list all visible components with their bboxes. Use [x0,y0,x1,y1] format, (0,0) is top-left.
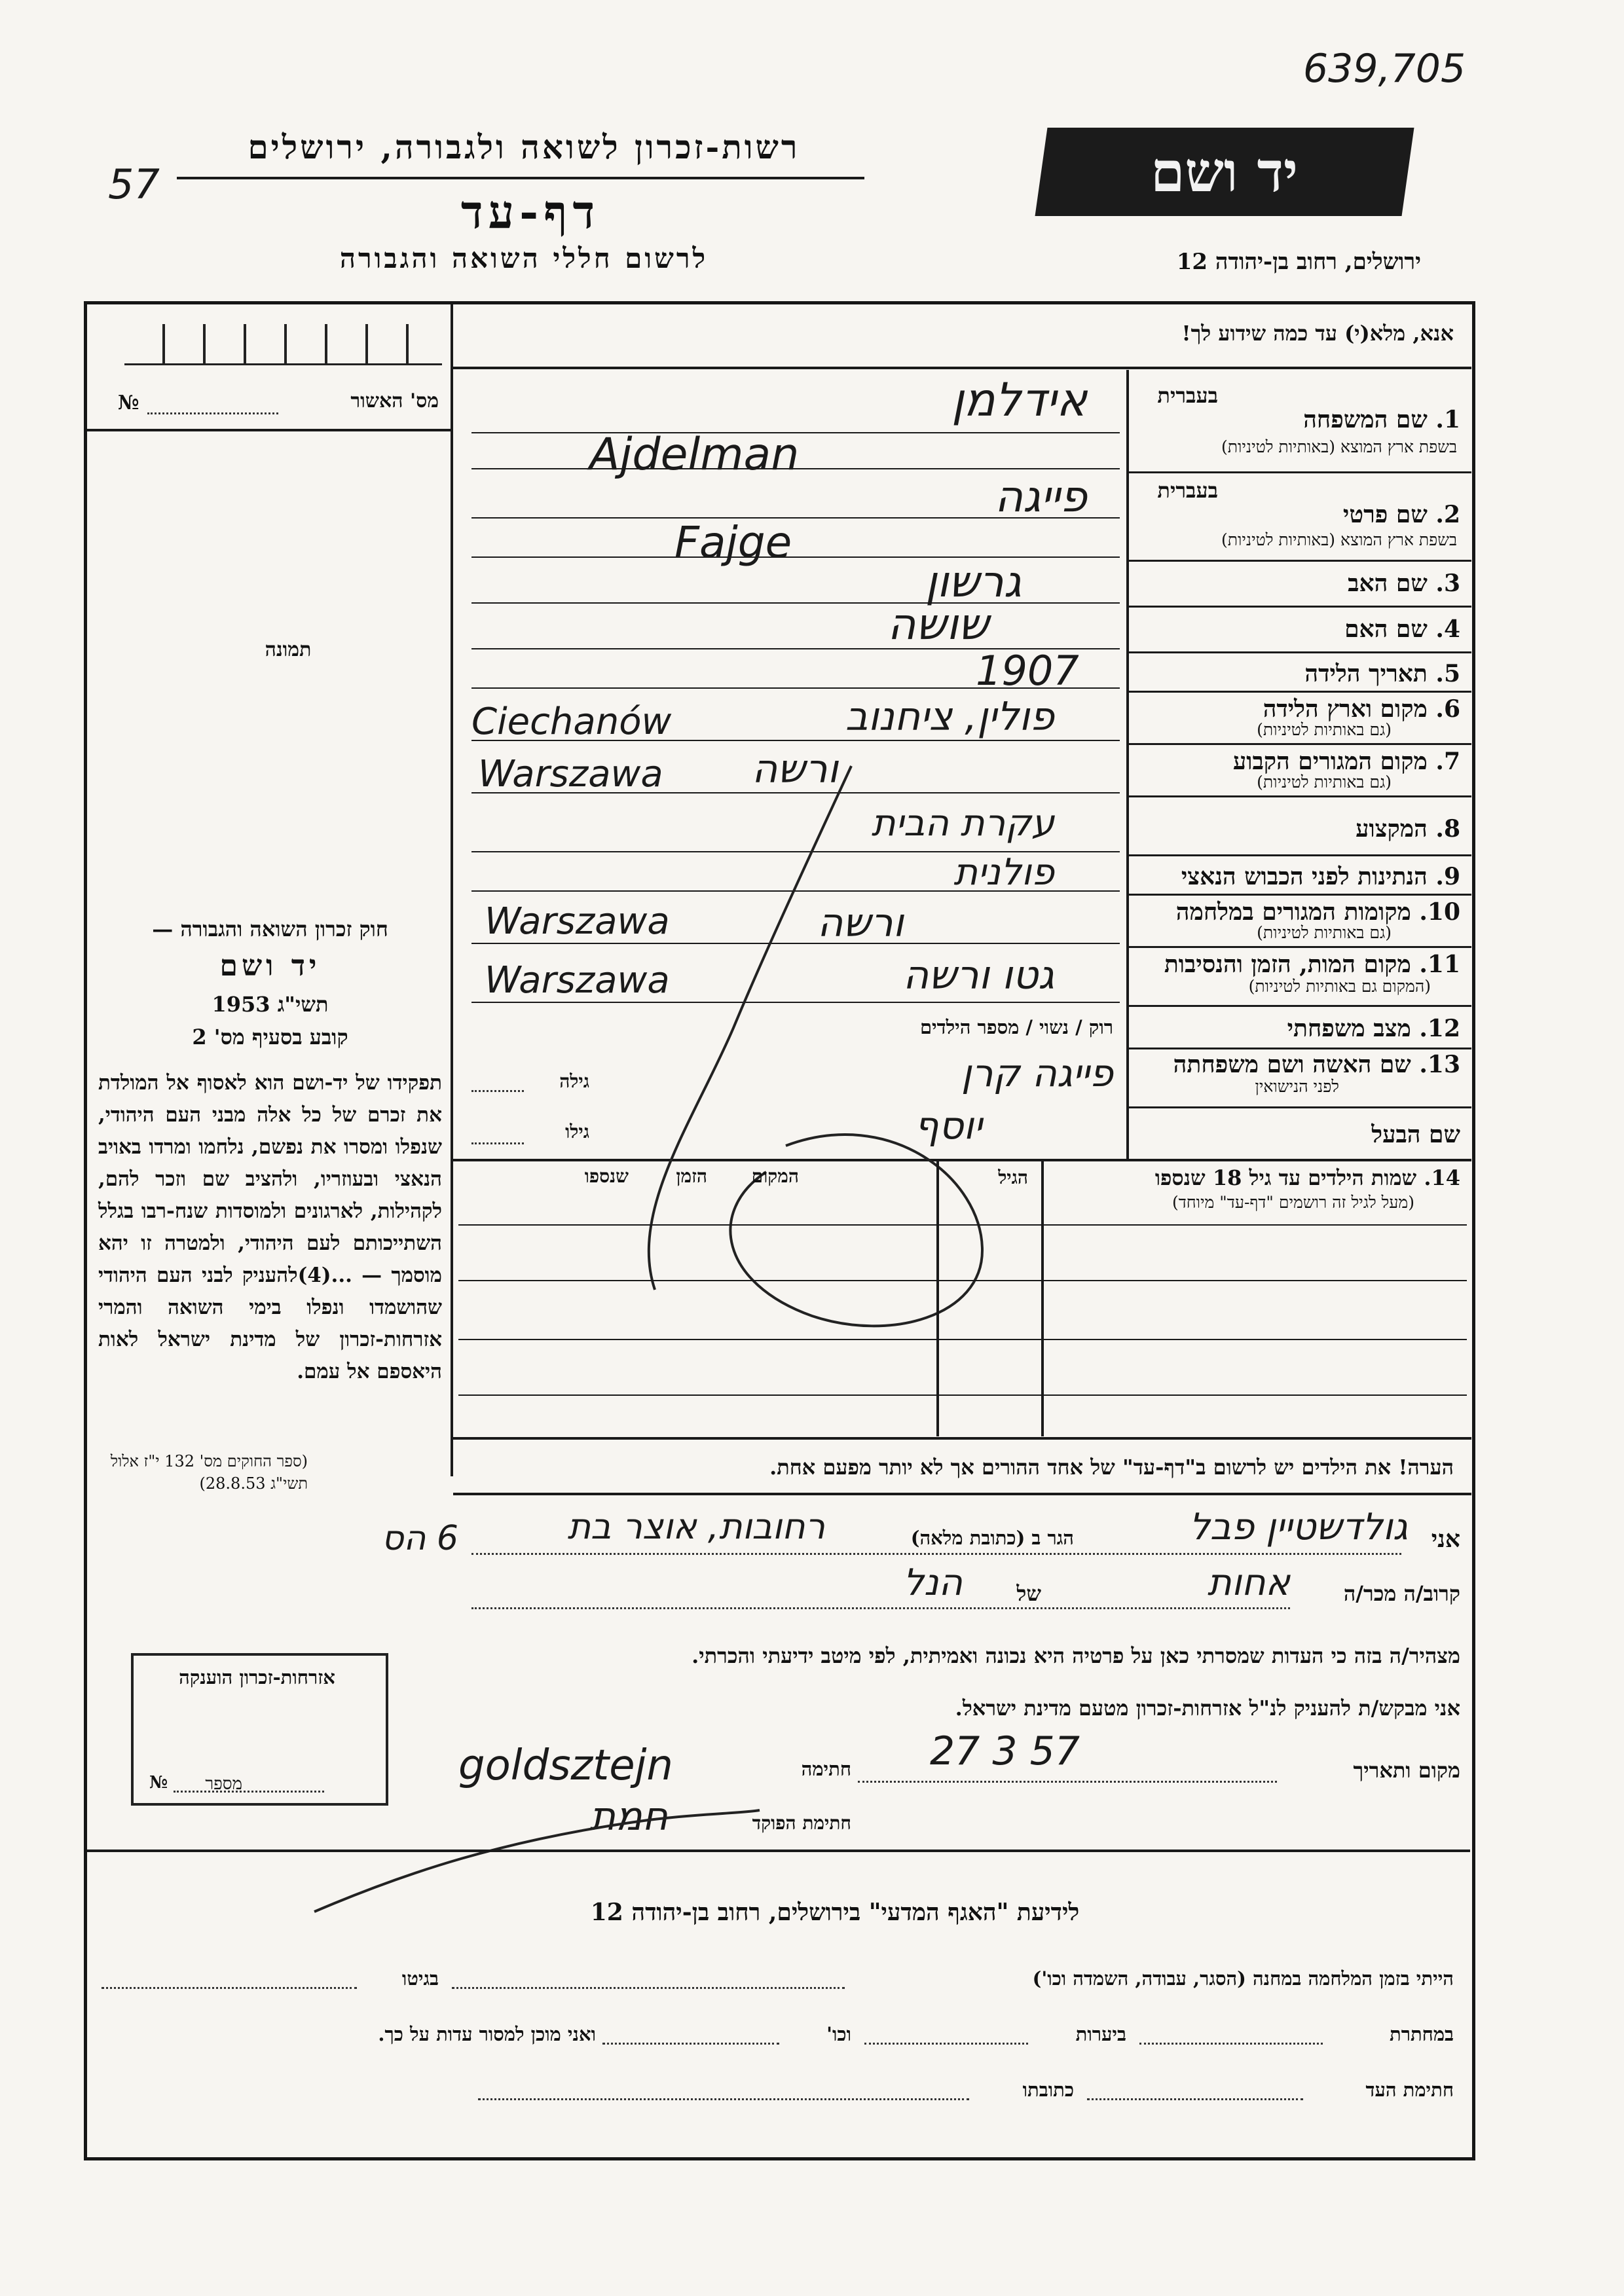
field-5-label [1133,660,1460,687]
field-1-sub: בשפת ארץ המוצא (באותיות לטיניות) [1221,437,1457,456]
witness-name: גולדשטיין פבל [1189,1506,1408,1548]
relation-value: אחות [1207,1561,1290,1604]
law-year: תשי"ג 1953 [212,992,329,1017]
field-11-value-hebrew: גטו ורשה [903,953,1054,998]
children-row [458,1339,1467,1340]
field-10-text: מקומות המגורים במלחמה [1175,898,1411,926]
cert-rule [87,429,452,431]
relation-line [471,1607,1290,1609]
row-rule [1128,894,1471,896]
intro-text: אנא, מלא(י) עד כמה שידוע לך! [1181,321,1454,346]
address: ירושלים, רחוב בן-יהודה 12 [1176,249,1421,275]
bottom-line3-dots-2 [478,2098,969,2100]
husband-age-label: גילו [565,1121,589,1142]
field-11-label [1133,951,1460,978]
note: הערה! את הילדים יש לרשום ב"דף-עד" של אחד ההורים אך לא יותר מפעם אחת. [769,1455,1454,1480]
field-5-text: תאריך הלידה [1304,660,1428,687]
bottom-line2-c: וכו' [826,2023,851,2045]
field-8-label [1133,815,1460,843]
field-11-value-latin: Warszawa [485,959,670,1002]
husband-age-line [471,1142,524,1144]
field-1-tag: בעברית [1157,383,1218,408]
field-13-age-line [471,1090,524,1092]
field-4-value: שושה [887,599,989,649]
field-3-number: 3. [1435,570,1460,597]
officer-label: חתימת הפוקד [752,1812,851,1834]
intro-rule [453,367,1471,369]
cert-no-label: מס' האשור [350,390,439,412]
bottom-line2-dots [1139,2043,1323,2045]
field-13-age-label: גילה [559,1070,589,1092]
bottom-section-rule [87,1850,1470,1852]
field-8-text: המקצוע [1356,815,1428,843]
field-10-label [1133,898,1460,926]
bottom-line1-dots-2 [101,1987,357,1989]
of-value: הנל [903,1561,963,1604]
declaration-request: אני מבקש/ת להעניק לנ"ל אזרחות-זכרון מטעם מדינת ישראל. [955,1696,1460,1721]
bottom-line3-dots [1087,2098,1303,2100]
field-12-options: רוק / נשוי / מספר הילדים [919,1016,1113,1038]
field-13-label [1133,1051,1460,1078]
authority-name: רשות-זכרון לשואה ולגבורה, ירושלים [248,128,800,166]
field-6-sub: (גם באותיות לטיניות) [1257,720,1392,739]
law-text: תפקידו של יד-ושם הוא לאסוף אל המולדת את זכרם של כל אלה מבני העם היהודי, שנפלו ומסרו את נפשם, נלחמו ומרדו באויב הנאצי ובעוזריו, ולהציב שם וזכר להם, לקהילות, לארגונים ולמוסדות שנח-רבו בגלל השתייכותם לעם היהודי, ולמטרה זו יהא מוסמך — ...(4)להעניק לבני העם היהודי שהושמדו ונפלו בימי השואה והמרי אזרחות-זכרון של מדינת ישראל לאות היאספם אל עמם. [98,1071,442,1383]
children-table-bottom [453,1437,1471,1440]
row-rule [1128,560,1471,562]
children-col-age: הגיל [998,1167,1028,1188]
field-2-text: שם פרטי [1342,501,1428,528]
citizenship-box-title: אזרחות-זכרון הוענקה [179,1666,335,1688]
row-rule [1128,854,1471,856]
row-rule [1128,946,1471,948]
bottom-line2-dots-3 [602,2043,779,2045]
field-1-label [1225,406,1460,433]
field-10-number: 10. [1419,898,1460,926]
field-13-value: פייגה קרן [961,1051,1113,1095]
signature-label: חתימה [801,1758,851,1780]
children-row [458,1280,1467,1281]
field-6-value-latin: Ciechanów [471,701,672,743]
field-10-sub: (גם באותיות לטיניות) [1257,923,1392,942]
field-11-number: 11. [1419,951,1460,978]
citizenship-number-symbol: № [149,1773,168,1793]
field-7-number: 7. [1435,748,1460,775]
children-col-place: המקום [751,1165,799,1187]
field-8-value: עקרת הבית [871,802,1054,845]
bottom-line3-a: חתימת העד [1365,2079,1454,2101]
field-7-value-hebrew: ורשה [752,746,838,792]
place-date-value: 27 3 57 [930,1728,1080,1774]
left-column-divider [451,304,453,1476]
field-3-text: שם האב [1348,570,1428,597]
husband-label: שם הבעל [1371,1121,1460,1148]
children-col-died: שנספו [584,1165,629,1187]
bottom-line2-dots-2 [864,2043,1028,2045]
children-row [458,1394,1467,1396]
field-6-text: מקום וארץ הלידה [1263,695,1428,723]
field-6-number: 6. [1435,695,1460,723]
field-13-text: שם האשה ושם משפחתה [1173,1051,1411,1078]
field-11-text: מקום המות, הזמן והנסיבות [1164,951,1411,978]
photo-label: תמונה [265,638,312,661]
field-4-text: שם האם [1344,615,1428,643]
field-4-number: 4. [1435,615,1460,643]
reference-number: 639,705 [1303,46,1466,92]
declaration-statement: מצהיר/ה בזה כי העדות שמסרתי כאן על פרטיה היא נכונה ואמיתית, לפי מיטב ידיעתי והכרתי. [692,1643,1460,1668]
field-4-label [1133,615,1460,643]
place-date-line [858,1781,1277,1783]
husband-value: יוסף [914,1103,982,1148]
handwritten-strike-mark [616,753,1022,1342]
place-date-label: מקום ותאריך [1353,1758,1460,1783]
margin-number: 57 [108,160,160,208]
bottom-line2-d: ואני מוכן למסור עדות על כך. [378,2023,596,2045]
field-1-text: שם המשפחה [1303,406,1428,433]
field-1-number: 1. [1435,406,1460,433]
bottom-line1-dots [452,1987,845,1989]
field-7-text: מקום המגורים הקבוע [1232,748,1428,775]
field-7-value-latin: Warszawa [478,753,663,795]
law-clause: קובע בסעיף מס' 2 [192,1025,348,1049]
field-2-value-latin: Fajge [674,517,792,568]
field-9-text: הנתינות לפני הכבוש הנאצי [1181,863,1428,890]
field-7-label [1133,748,1460,775]
field-6-value-hebrew: פולין, ציחנוב [845,694,1054,740]
field-11-sub: (המקום גם באותיות לטיניות) [1248,977,1431,996]
logo-text: יד ושם [1151,139,1299,204]
field-13-sub: לפני הנישואין [1255,1077,1339,1096]
field-1-value-latin: Ajdelman [589,429,800,481]
tick-box [124,324,442,365]
row-rule [1128,651,1471,653]
form-title: דף-עד [460,185,600,239]
row-rule [1128,471,1471,473]
row-rule [1128,743,1471,745]
note-rule [453,1493,1471,1495]
notice-title: לידיעת "האגף המדעי" בירושלים, רחוב בן-יהודה 12 [590,1899,1080,1926]
row-rule [1128,606,1471,608]
field-13-number: 13. [1419,1051,1460,1078]
officer-signature: חמת [589,1794,668,1840]
bottom-line2-b: ביערות [1075,2023,1126,2045]
field-2-tag: בעברית [1157,478,1218,503]
bottom-line1-a: הייתי בזמן המלחמה במחנה (הסגר, עבודה, השמדה וכו') [1032,1967,1454,1990]
field-5-number: 5. [1435,660,1460,687]
form-subtitle: לרשום חללי השואה והגבורה [339,242,709,274]
field-2-number: 2. [1435,501,1460,528]
field-9-value: פולנית [953,851,1054,894]
field-2-sub: בשפת ארץ המוצא (באותיות לטיניות) [1221,530,1457,549]
field-10-value-hebrew: ורשה [817,900,904,946]
address-line [471,1553,1401,1555]
children-sub: (מעל לגיל זה רושמים "דף-עד" מיוחד) [1172,1193,1414,1212]
cert-no-line [147,412,278,414]
row-rule [1128,691,1471,693]
field-5-value: 1907 [976,647,1079,695]
bottom-line1-b: בגיטו [401,1967,439,1990]
label-column-divider [1126,370,1129,1159]
field-3-label [1133,570,1460,597]
row-rule [1128,1005,1471,1007]
children-col-time: הזמן [676,1165,707,1187]
field-12-number: 12. [1419,1015,1460,1042]
field-12-label [1133,1015,1460,1042]
field-10-value-latin: Warszawa [485,900,670,943]
residing-label: הגר ב (כתובת מלאה) [910,1527,1074,1549]
bottom-line2-a: במחתרת [1390,2023,1454,2045]
cert-no-symbol: № [118,392,139,414]
field-2-label [1225,501,1460,528]
bottom-line3-b: כתובתו [1022,2079,1074,2101]
field-8-number: 8. [1435,815,1460,843]
citizenship-number-label: מספר [205,1774,242,1794]
children-label: 14. שמות הילדים עד גיל 18 שנספו [1154,1165,1460,1190]
children-row [458,1224,1467,1226]
witness-address: רחובות, אוצר בת [567,1506,825,1547]
logo [1035,128,1414,216]
law-name: יד ושם [219,949,321,983]
law-reference: (ספר החוקים מס' 132 י"ז אלול תשי"ג 28.8.53) [110,1452,308,1493]
of-label: של [1016,1581,1041,1606]
field-9-label [1133,863,1460,890]
field-3-value: גרשון [925,556,1022,607]
field-6-label [1133,695,1460,723]
declaration-i-label: אני [1431,1525,1460,1553]
witness-address-extra: 6 הס [381,1519,458,1558]
field-2-value-hebrew: פייגה [994,471,1087,522]
citizenship-number-line [174,1791,324,1793]
field-9-number: 9. [1435,863,1460,890]
field-1-value-hebrew: אידלמן [951,373,1087,427]
header-rule [177,177,864,179]
relation-label: קרוב/ה מכר/ה [1343,1581,1460,1606]
row-rule [1128,1048,1471,1049]
witness-signature: goldsztejn [458,1741,673,1790]
law-title: חוק זכרון השואה והגבורה — [152,917,388,941]
field-12-text: מצב משפחתי [1287,1015,1411,1042]
row-rule [1128,795,1471,797]
row-rule [1128,1106,1471,1108]
field-7-sub: (גם באותיות לטיניות) [1257,773,1392,792]
